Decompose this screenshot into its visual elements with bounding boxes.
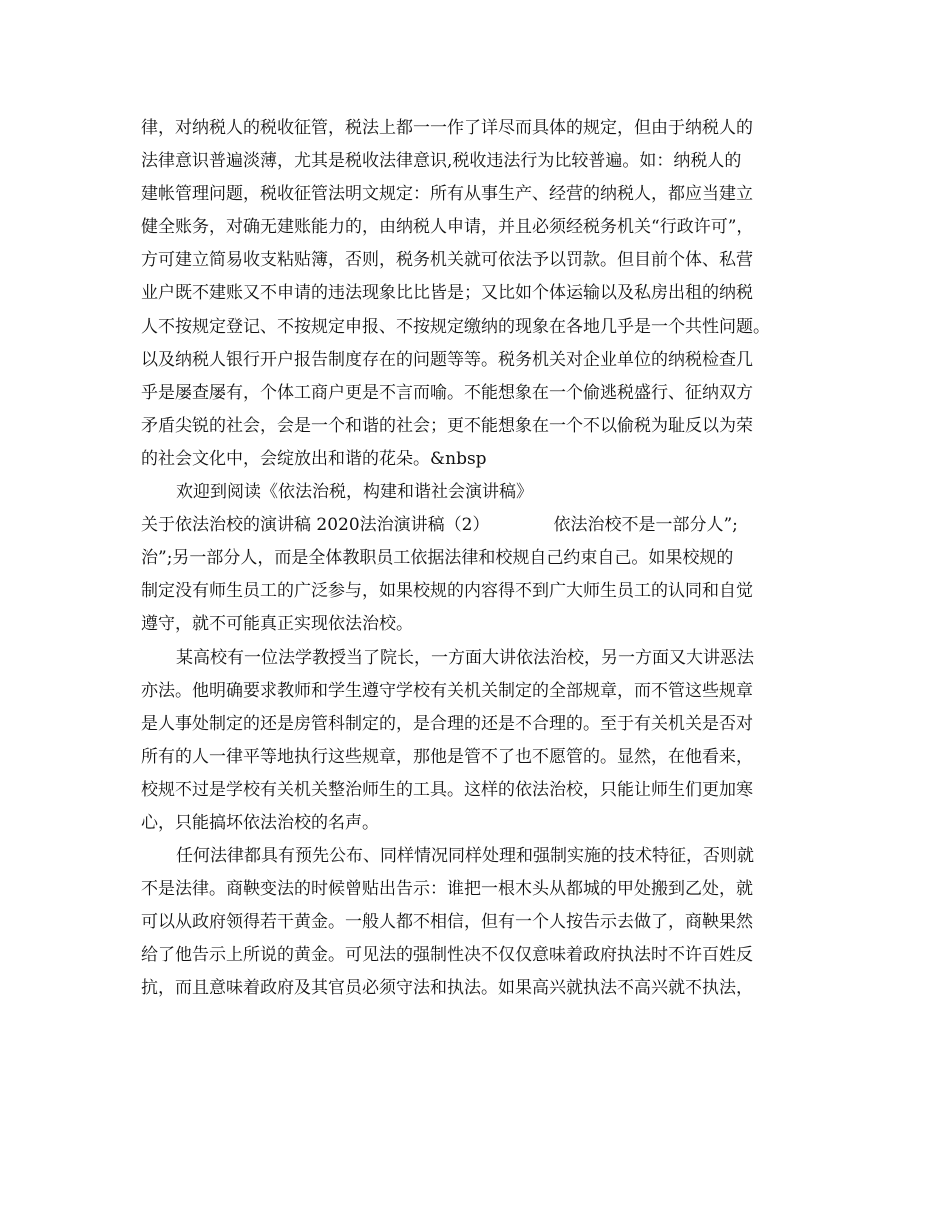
text-line: 人不按规定登记、不按规定申报、不按规定缴纳的现象在各地几乎是一个共性问题。 bbox=[141, 316, 770, 337]
text-line: 抗，而且意味着政府及其官员必须守法和执法。如果高兴就执法不高兴就不执法， bbox=[141, 978, 753, 999]
text-line: 校规不过是学校有关机关整治师生的工具。这样的依法治校，只能让师生们更加寒 bbox=[141, 779, 753, 800]
text-line: 亦法。他明确要求教师和学生遵守学校有关机关制定的全部规章，而不管这些规章 bbox=[141, 680, 753, 701]
title-continuation: 依法治校不是一部分人”; bbox=[553, 515, 738, 536]
paragraph-school-rules bbox=[141, 542, 821, 641]
paragraph-law-features bbox=[141, 840, 821, 1005]
text-line: 某高校有一位法学教授当了院长，一方面大讲依法治校，另一方面又大讲恶法 bbox=[176, 647, 754, 668]
text-line: 的社会文化中，会绽放出和谐的花朵。&nbsp bbox=[141, 448, 487, 469]
text-line: 健全账务，对确无建账能力的，由纳税人申请，并且必须经税务机关“行政许可”， bbox=[141, 217, 754, 238]
paragraph-tax-law bbox=[141, 112, 821, 476]
text-line: 遵守，就不可能真正实现依法治校。 bbox=[141, 614, 413, 635]
article-title-line bbox=[141, 509, 821, 542]
text-line: 乎是屡查屡有，个体工商户更是不言而喻。不能想象在一个偷逃税盛行、征纳双方 bbox=[141, 382, 753, 403]
welcome-line: 欢迎到阅读《依法治税，构建和谐社会演讲稿》 bbox=[176, 482, 533, 503]
text-line: 业户既不建账又不申请的违法现象比比皆是；又比如个体运输以及私房出租的纳税 bbox=[141, 283, 753, 304]
text-line: 矛盾尖锐的社会，会是一个和谐的社会；更不能想象在一个不以偷税为耻反以为荣 bbox=[141, 415, 753, 436]
text-line: 建帐管理问题，税收征管法明文规定：所有从事生产、经营的纳税人，都应当建立 bbox=[141, 184, 753, 205]
text-line: 方可建立简易收支粘贴簿，否则，税务机关就可依法予以罚款。但目前个体、私营 bbox=[141, 250, 753, 271]
text-line: 法律意识普遍淡薄，尤其是税收法律意识,税收违法行为比较普遍。如：纳税人的 bbox=[141, 151, 742, 172]
text-line: 不是法律。商鞅变法的时候曾贴出告示：谁把一根木头从都城的甲处搬到乙处，就 bbox=[141, 879, 753, 900]
text-line: 给了他告示上所说的黄金。可见法的强制性决不仅仅意味着政府执法时不许百姓反 bbox=[141, 945, 753, 966]
text-line: 治”;另一部分人，而是全体教职员工依据法律和校规自己约束自己。如果校规的 bbox=[141, 548, 734, 569]
text-line: 律，对纳税人的税收征管，税法上都一一作了详尽而具体的规定，但由于纳税人的 bbox=[141, 118, 753, 138]
text-line: 所有的人一律平等地执行这些规章，那他是管不了也不愿管的。显然，在他看来， bbox=[141, 746, 753, 767]
article-title: 关于依法治校的演讲稿 2020法治演讲稿（2） bbox=[141, 515, 490, 536]
document-body bbox=[141, 112, 821, 1006]
text-line: 以及纳税人银行开户报告制度存在的问题等等。税务机关对企业单位的纳税检查几 bbox=[141, 349, 753, 370]
text-line: 是人事处制定的还是房管科制定的，是合理的还是不合理的。至于有关机关是否对 bbox=[141, 713, 753, 734]
text-line: 可以从政府领得若干黄金。一般人都不相信，但有一个人按告示去做了，商鞅果然 bbox=[141, 912, 753, 933]
text-line: 制定没有师生员工的广泛参与，如果校规的内容得不到广大师生员工的认同和自觉 bbox=[141, 581, 753, 602]
paragraph-professor-example bbox=[141, 642, 821, 841]
text-line: 心，只能搞坏依法治校的名声。 bbox=[141, 812, 379, 833]
text-line: 任何法律都具有预先公布、同样情况同样处理和强制实施的技术特征，否则就 bbox=[176, 846, 754, 867]
